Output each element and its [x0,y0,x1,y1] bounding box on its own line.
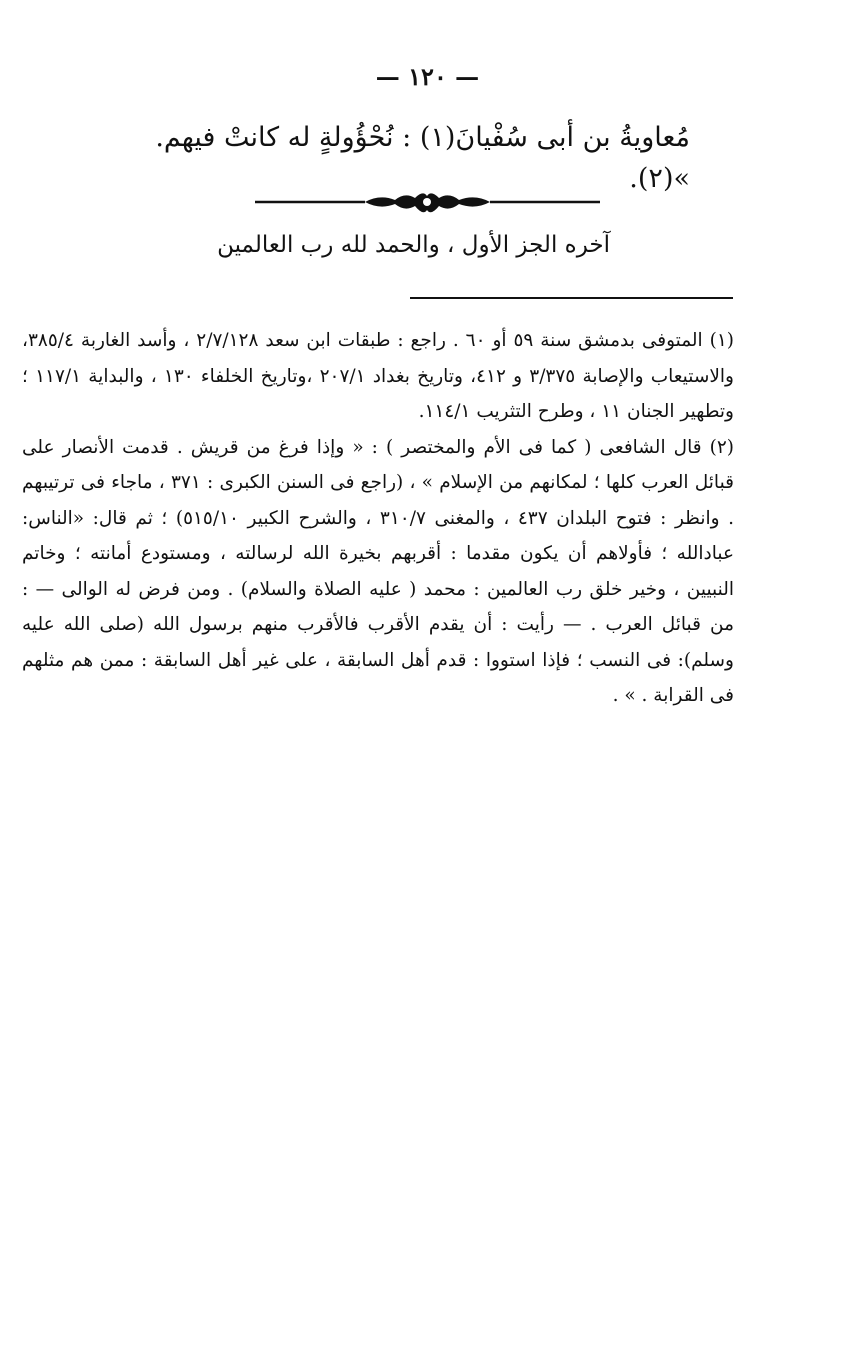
footnote-1: (١) المتوفى بدمشق سنة ٥٩ أو ٦٠ . راجع : طبقات ابن سعد ٢/٧/١٢٨ ، وأسد الغاربة ٣٨٥/٤، والاستيعاب والإصابة ٣/٣٧٥ و ٤١٢، وتاريخ بغداد ٢٠٧/١ ،وتاريخ الخلفاء ١٣٠ ، والبداية ١١٧/١ ؛ وتطهير الجنان ١١ ، وطرح التثريب ١١٤/١. [22,330,734,422]
ornament-divider-icon [255,188,600,218]
page-number: — ١٢٠ — [375,62,480,91]
footnotes-block [22,323,734,714]
main-text-line: مُعاويةُ بن أبى سُفْيانَ(١) : نُحْؤُولةٍ له كانتْ فيهم. »(٢). [155,122,690,194]
footnote-divider [410,297,733,299]
closing-line: آخره الجز الأول ، والحمد لله رب العالمين [217,232,610,258]
footnote-2: (٢) قال الشافعى ( كما فى الأم والمختصر ) : « وإذا فرغ من قريش . قدمت الأنصار على قبائل العرب كلها ؛ لمكانهم من الإسلام » ، (راجع فى السنن الكبرى : ٣٧١ ، ماجاء فى ترتيبهم . وانظر : فتوح البلدان ٤٣٧ ، والمغنى ٣١٠/٧ ، والشرح الكبير ٥١٥/١٠) ؛ ثم قال: «الناس: عبادالله ؛ فأولاهم أن يكون مقدما : أقربهم بخيرة الله لرسالته ، ومستودع أمانته ؛ وخاتم النبيين ، وخير خلق رب العالمين : محمد ( عليه الصلاة والسلام) . ومن فرض له الوالى — : من قبائل العرب . — رأيت : أن يقدم الأقرب فالأقرب منهم برسول الله (صلى الله عليه وسلم): فى النسب ؛ فإذا استووا : قدم أهل السابقة ، على غير أهل السابقة : ممن هم مثلهم فى القرابة . » . [22,436,734,706]
